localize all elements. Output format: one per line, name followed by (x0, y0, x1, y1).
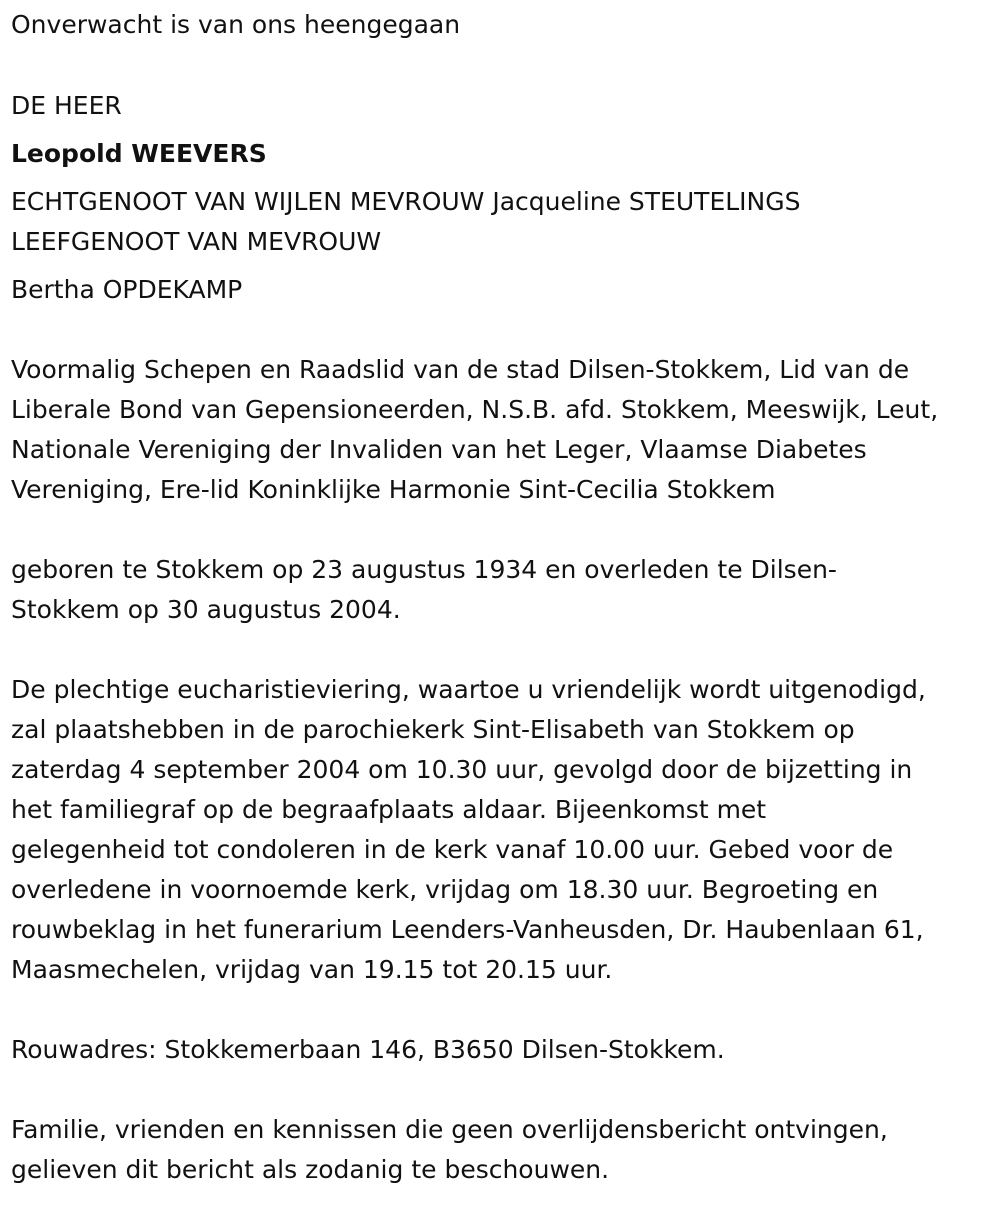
birth-death-line: Stokkem op 30 augustus 2004. (11, 595, 401, 624)
memberships-line: Voormalig Schepen en Raadslid van de stad Dilsen-Stokkem, Lid van de (11, 355, 910, 384)
closing-line: Familie, vrienden en kennissen die geen overlijdensbericht ontvingen, (11, 1115, 888, 1144)
partner-line: LEEFGENOOT VAN MEVROUW (11, 227, 382, 256)
service-line: overledene in voornoemde kerk, vrijdag om 18.30 uur. Begroeting en (11, 875, 879, 904)
service-paragraph (11, 670, 1000, 990)
partner-name: Bertha OPDEKAMP (11, 275, 243, 304)
service-line: rouwbeklag in het funerarium Leenders-Vanheusden, Dr. Haubenlaan 61, (11, 915, 924, 944)
mourning-address: Rouwadres: Stokkemerbaan 146, B3650 Dilsen-Stokkem. (11, 1035, 725, 1064)
closing-paragraph (11, 1110, 1000, 1190)
service-line: zal plaatshebben in de parochiekerk Sint-Elisabeth van Stokkem op (11, 715, 855, 744)
memberships-paragraph (11, 350, 1000, 510)
memberships-line: Nationale Vereniging der Invaliden van het Leger, Vlaamse Diabetes (11, 435, 867, 464)
memberships-line: Vereniging, Ere-lid Koninklijke Harmonie Sint-Cecilia Stokkem (11, 475, 776, 504)
deceased-name: Leopold WEEVERS (11, 139, 267, 168)
service-line: Maasmechelen, vrijdag van 19.15 tot 20.15 uur. (11, 955, 613, 984)
service-line: zaterdag 4 september 2004 om 10.30 uur, gevolgd door de bijzetting in (11, 755, 913, 784)
birth-death-paragraph (11, 550, 1000, 630)
honorific-title: DE HEER (11, 91, 122, 120)
birth-death-line: geboren te Stokkem op 23 augustus 1934 en overleden te Dilsen- (11, 555, 837, 584)
closing-line: gelieven dit bericht als zodanig te beschouwen. (11, 1155, 610, 1184)
intro-text: Onverwacht is van ons heengegaan (11, 10, 461, 39)
service-line: De plechtige eucharistieviering, waartoe u vriendelijk wordt uitgenodigd, (11, 675, 926, 704)
service-line: het familiegraf op de begraafplaats aldaar. Bijeenkomst met (11, 795, 767, 824)
spouse-line: ECHTGENOOT VAN WIJLEN MEVROUW Jacqueline STEUTELINGS (11, 187, 801, 216)
service-line: gelegenheid tot condoleren in de kerk vanaf 10.00 uur. Gebed voor de (11, 835, 894, 864)
memberships-line: Liberale Bond van Gepensioneerden, N.S.B. afd. Stokkem, Meeswijk, Leut, (11, 395, 939, 424)
